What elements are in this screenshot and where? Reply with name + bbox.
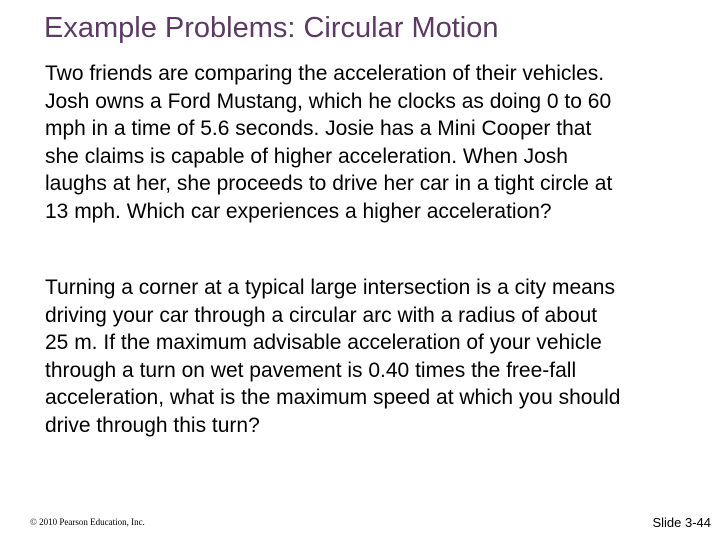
problem-2-line: drive through this turn? xyxy=(45,413,260,437)
problem-text-1 xyxy=(45,60,695,225)
problem-2-line: acceleration, what is the maximum speed at which you should xyxy=(45,386,621,409)
problem-2-line: Turning a corner at a typical large intersection is a city means xyxy=(45,276,615,299)
problem-1-line: mph in a time of 5.6 seconds. Josie has a Mini Cooper that xyxy=(45,117,592,140)
problem-2-line: driving your car through a circular arc with a radius of about xyxy=(45,303,598,327)
problem-1-line: she claims is capable of higher acceleration. When Josh xyxy=(45,144,568,168)
slide-number: Slide 3-44 xyxy=(652,515,711,530)
problem-text-2 xyxy=(45,274,695,439)
problem-2-line: 25 m. If the maximum advisable acceleration of your vehicle xyxy=(45,331,602,354)
problem-1-line: laughs at her, she proceeds to drive her car in a tight circle at xyxy=(45,172,613,195)
problem-1-line: Two friends are comparing the acceleration of their vehicles. xyxy=(45,62,605,85)
slide-title: Example Problems: Circular Motion xyxy=(44,12,499,44)
copyright-notice: © 2010 Pearson Education, Inc. xyxy=(30,517,145,527)
problem-1-line: Josh owns a Ford Mustang, which he clocks as doing 0 to 60 xyxy=(45,89,612,113)
problem-2-line: through a turn on wet pavement is 0.40 times the free-fall xyxy=(45,358,577,382)
problem-1-line: 13 mph. Which car experiences a higher acceleration? xyxy=(45,199,552,223)
